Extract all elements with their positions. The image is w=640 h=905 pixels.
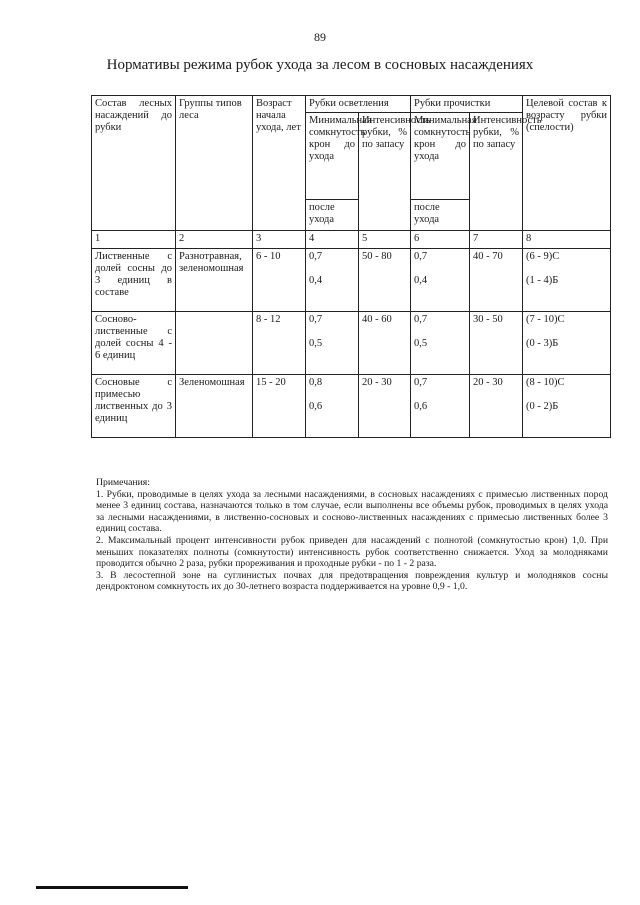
column-number: 8 bbox=[523, 231, 611, 249]
header-target: Целевой состав к возрасту рубки (спелости) bbox=[523, 96, 611, 231]
cell-thinning-intensity: 40 - 60 bbox=[359, 312, 411, 375]
cell-cleaning-density bbox=[411, 375, 470, 438]
header-start-age: Возраст начала ухода, лет bbox=[253, 96, 306, 231]
column-numbers-row bbox=[92, 231, 611, 249]
cell-composition: Сосново-лиственные с долей сосны 4 - 6 единиц bbox=[92, 312, 176, 375]
cell-thinning-intensity: 20 - 30 bbox=[359, 375, 411, 438]
target-birch: (0 - 2)Б bbox=[526, 401, 559, 412]
cell-composition: Сосновые с примесью лиственных до 3 единиц bbox=[92, 375, 176, 438]
notes-section bbox=[96, 477, 608, 593]
cell-target bbox=[523, 312, 611, 375]
thinning-density-before: 0,7 bbox=[309, 314, 323, 325]
page-number: 89 bbox=[314, 30, 326, 44]
note-item: 3. В лесостепной зоне на суглинистых почвах для предотвращения повреждения культур и молодняков сосны дендроктоном сомкнутость их до 30-летнего возраста поддерживается на уровне 0,9 - 1,0. bbox=[96, 569, 608, 593]
header-cleaning-after: после ухода bbox=[411, 200, 470, 231]
cell-forest-type: Разнотравная, зеленомошная bbox=[176, 249, 253, 312]
cell-target bbox=[523, 375, 611, 438]
note-item: 2. Максимальный процент интенсивности рубок приведен для насаждений с полнотой (сомкнутостью крон) 1,0. При меньших показателях полноты (сомкнутости) интенсивность рубок соответственно снижается. Уход за молодняками проводится обычно 2 раза, рубки прореживания и проходные рубки - по 1 - 2 раза. bbox=[96, 534, 608, 570]
cell-cleaning-intensity: 40 - 70 bbox=[470, 249, 523, 312]
table-row bbox=[92, 249, 611, 312]
column-number: 4 bbox=[306, 231, 359, 249]
header-thinning: Рубки осветления bbox=[306, 96, 411, 113]
header-composition: Состав лесных насаждений до рубки bbox=[92, 96, 176, 231]
header-cleaning-min-density: Минимальная сомкнутость крон до ухода bbox=[411, 113, 470, 200]
notes-title: Примечания: bbox=[96, 477, 150, 488]
cell-cleaning-intensity: 30 - 50 bbox=[470, 312, 523, 375]
cell-thinning-density bbox=[306, 249, 359, 312]
thinning-density-after: 0,6 bbox=[309, 401, 323, 412]
header-row-1 bbox=[92, 96, 611, 113]
header-thinning-intensity: Интенсивность рубки, % по запасу bbox=[359, 113, 411, 231]
cell-cleaning-density bbox=[411, 249, 470, 312]
header-cleaning: Рубки прочистки bbox=[411, 96, 523, 113]
cleaning-density-before: 0,7 bbox=[414, 314, 428, 325]
column-number: 1 bbox=[92, 231, 176, 249]
target-pine: (6 - 9)С bbox=[526, 251, 560, 262]
cleaning-density-after: 0,5 bbox=[414, 338, 428, 349]
cell-cleaning-intensity: 20 - 30 bbox=[470, 375, 523, 438]
cell-composition: Лиственные с долей сосны до 3 единиц в составе bbox=[92, 249, 176, 312]
page-title: Нормативы режима рубок ухода за лесом в сосновых насаждениях bbox=[106, 57, 534, 73]
cell-age: 15 - 20 bbox=[253, 375, 306, 438]
thinning-density-after: 0,4 bbox=[309, 275, 323, 286]
thinning-density-after: 0,5 bbox=[309, 338, 323, 349]
norms-table bbox=[91, 95, 611, 438]
target-birch: (0 - 3)Б bbox=[526, 338, 559, 349]
bottom-rule bbox=[36, 886, 188, 889]
header-cleaning-intensity: Интенсивность рубки, % по запасу bbox=[470, 113, 523, 231]
header-forest-types: Группы типов леса bbox=[176, 96, 253, 231]
cell-thinning-intensity: 50 - 80 bbox=[359, 249, 411, 312]
cell-cleaning-density bbox=[411, 312, 470, 375]
cleaning-density-before: 0,7 bbox=[414, 377, 428, 388]
column-number: 2 bbox=[176, 231, 253, 249]
column-number: 7 bbox=[470, 231, 523, 249]
header-thinning-min-density: Минимальная сомкнутость крон до ухода bbox=[306, 113, 359, 200]
table-row bbox=[92, 375, 611, 438]
cleaning-density-after: 0,4 bbox=[414, 275, 428, 286]
table-row bbox=[92, 312, 611, 375]
column-number: 5 bbox=[359, 231, 411, 249]
header-thinning-after: после ухода bbox=[306, 200, 359, 231]
thinning-density-before: 0,7 bbox=[309, 251, 323, 262]
note-item: 1. Рубки, проводимые в целях ухода за лесными насаждениями, в сосновых насаждениях с примесью лиственных пород менее 3 единиц состава, назначаются только в том случае, если выполнены все объемы рубок, проводимых в целях ухода за лесными насаждениями, в лиственно-сосновых и сосново-лиственных насаждениях с примесью лиственных более 3 единиц состава. bbox=[96, 488, 608, 535]
cell-forest-type bbox=[176, 312, 253, 375]
cell-age: 8 - 12 bbox=[253, 312, 306, 375]
cell-thinning-density bbox=[306, 312, 359, 375]
cell-age: 6 - 10 bbox=[253, 249, 306, 312]
cleaning-density-after: 0,6 bbox=[414, 401, 428, 412]
column-number: 6 bbox=[411, 231, 470, 249]
target-pine: (7 - 10)С bbox=[526, 314, 565, 325]
target-birch: (1 - 4)Б bbox=[526, 275, 559, 286]
thinning-density-before: 0,8 bbox=[309, 377, 323, 388]
cell-forest-type: Зеленомошная bbox=[176, 375, 253, 438]
cell-thinning-density bbox=[306, 375, 359, 438]
cleaning-density-before: 0,7 bbox=[414, 251, 428, 262]
target-pine: (8 - 10)С bbox=[526, 377, 565, 388]
column-number: 3 bbox=[253, 231, 306, 249]
cell-target bbox=[523, 249, 611, 312]
